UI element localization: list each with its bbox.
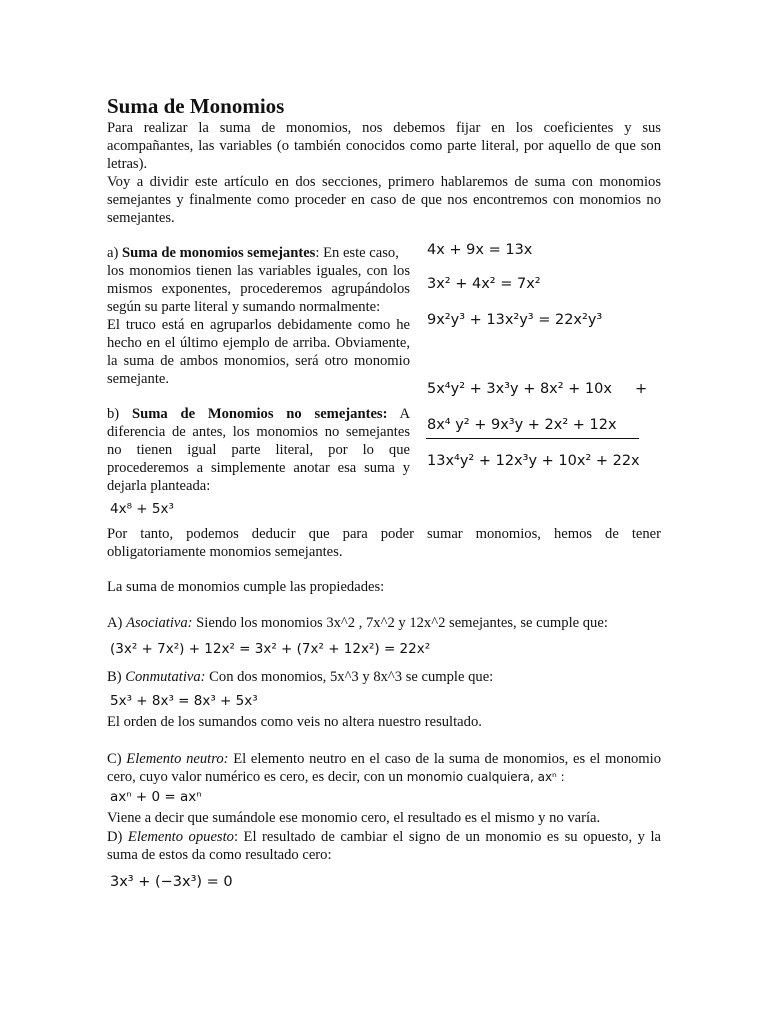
page-title: Suma de Monomios: [107, 94, 285, 118]
section-a-line-1: [107, 245, 399, 263]
properties-intro: La suma de monomios cumple las propiedades:: [107, 579, 385, 595]
section-b-line-1: [107, 406, 410, 424]
property-b-name: Conmutativa:: [125, 669, 206, 685]
intro-line-1: Para realizar la suma de monomios, nos debemos fijar en los coeficientes y sus: [107, 120, 661, 136]
property-a-text: Siendo los monomios 3x^2 , 7x^2 y 12x^2 semejantes, se cumple que:: [192, 615, 608, 631]
section-b-line-4: procederemos a simplemente anotar esa suma y: [107, 460, 410, 476]
equation-5: 8x⁴ y² + 9x³y + 2x² + 12x: [427, 417, 617, 433]
property-c-line-2-tail: monomio cualquiera, axⁿ :: [406, 770, 565, 784]
deduce-line-2: obligatoriamente monomios semejantes.: [107, 544, 343, 560]
intro-line-2: acompañantes, las variables (o también conocidos como parte literal, por aquello de que son: [107, 138, 661, 154]
opposite-equation: 3x³ + (−3x³) = 0: [110, 874, 233, 890]
property-c-prefix: C): [107, 751, 127, 767]
equation-4: 5x⁴y² + 3x³y + 8x² + 10x +: [427, 381, 648, 397]
property-c-after: Viene a decir que sumándole ese monomio cero, el resultado es el mismo y no varía.: [107, 810, 601, 826]
section-a-line-7: la suma de ambos monomios, será otro monomio: [107, 353, 410, 369]
property-d-name: Elemento opuesto: [127, 829, 234, 845]
deduce-line-1: Por tanto, podemos deducir que para poder sumar monomios, hemos de tener: [107, 526, 661, 542]
section-a-line-4: según su parte literal y sumando normalmente:: [107, 299, 381, 315]
property-a-name: Asociativa:: [126, 615, 193, 631]
property-b-prefix: B): [107, 669, 126, 685]
section-a-rest: : En este caso,: [315, 245, 399, 261]
section-b-heading: Suma de Monomios no semejantes:: [131, 406, 388, 422]
intro-line-4: Voy a dividir este artículo en dos secciones, primero hablaremos de suma con monomios: [107, 174, 661, 190]
property-c-line-2-text: cero, cuyo valor numérico es cero, es decir, con un: [107, 769, 404, 785]
property-d-line-2: suma de estos da como resultado cero:: [107, 847, 332, 863]
property-d-prefix: D): [107, 829, 128, 845]
section-b-line-2: diferencia de antes, los monomios no semejantes: [107, 424, 410, 440]
equation-7: 4x⁸ + 5x³: [110, 501, 174, 517]
section-a-prefix: a): [107, 245, 122, 261]
neutral-equation: axⁿ + 0 = axⁿ: [110, 789, 202, 805]
commutative-equation: 5x³ + 8x³ = 8x³ + 5x³: [110, 693, 258, 709]
property-a-prefix: A): [107, 615, 127, 631]
equation-1: 4x + 9x = 13x: [427, 242, 533, 258]
equation-3: 9x²y³ + 13x²y³ = 22x²y³: [427, 312, 603, 328]
section-b-line-3: no tienen igual parte literal, por lo que: [107, 442, 410, 458]
property-c-line: [107, 751, 661, 769]
associative-equation: (3x² + 7x²) + 12x² = 3x² + (7x² + 12x²) = 22x²: [110, 641, 431, 657]
section-b-rest: A: [387, 406, 410, 422]
property-c-name: Elemento neutro:: [126, 751, 229, 767]
property-b-text: Con dos monomios, 5x^3 y 8x^3 se cumple que:: [205, 669, 494, 685]
section-a-line-8: semejante.: [107, 371, 169, 387]
property-a-line: [107, 615, 608, 633]
property-c-line-2: [107, 769, 565, 787]
intro-line-6: semejantes.: [107, 210, 175, 226]
section-a-line-6: hecho en el último ejemplo de arriba. Obviamente,: [107, 335, 410, 351]
section-a-line-2: los monomios tienen las variables iguales, con los: [107, 263, 410, 279]
property-c-text: El elemento neutro en el caso de la suma de monomios, es el monomio: [228, 751, 661, 767]
intro-line-5: semejantes y finalmente como proceder en caso de que nos encontremos con monomios no: [107, 192, 661, 208]
sum-rule-line: [426, 438, 639, 439]
equation-2: 3x² + 4x² = 7x²: [427, 276, 541, 292]
property-d-text: : El resultado de cambiar el signo de un monomio es su opuesto, y la: [233, 829, 661, 845]
section-b-prefix: b): [107, 406, 132, 422]
equation-6: 13x⁴y² + 12x³y + 10x² + 22x: [427, 453, 640, 469]
property-b-line: [107, 669, 493, 687]
section-a-line-5: El truco está en agruparlos debidamente como he: [107, 317, 410, 333]
section-a-heading: Suma de monomios semejantes: [122, 245, 316, 261]
property-b-after: El orden de los sumandos como veis no altera nuestro resultado.: [107, 714, 482, 730]
section-b-line-5: dejarla planteada:: [107, 478, 211, 494]
section-a-line-3: mismos exponentes, procederemos agrupándolos: [107, 281, 410, 297]
property-d-line: [107, 829, 661, 847]
intro-line-3: letras).: [107, 156, 148, 172]
